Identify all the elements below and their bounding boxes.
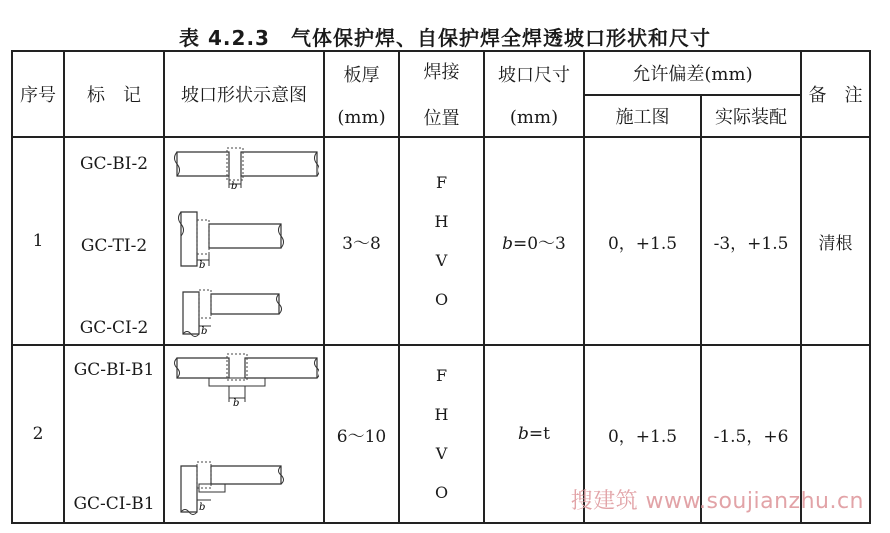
row-tol-construction: 0，+1.5 — [584, 345, 701, 523]
groove-value: =t — [528, 424, 550, 444]
sketch-b-label: b — [199, 260, 206, 270]
mark-label: GC-BI-2 — [79, 154, 149, 174]
row-marks — [64, 345, 164, 523]
t-joint-sketch — [169, 208, 319, 270]
sketch-b-label: b — [231, 181, 238, 190]
row-groove — [484, 137, 584, 345]
position-o: O — [434, 290, 449, 309]
corner-joint-backing-sketch — [169, 460, 319, 516]
position-f: F — [435, 366, 448, 385]
sketch-b-label: b — [199, 502, 206, 513]
header-thickness-label: 板厚 — [343, 64, 380, 86]
sketch-b-label: b — [201, 326, 208, 337]
groove-value: =0～3 — [513, 233, 566, 254]
header-mark: 标 记 — [64, 51, 164, 137]
butt-joint-backing-sketch — [169, 352, 319, 408]
groove-variable: b — [502, 233, 513, 254]
header-tol-actual: 实际装配 — [701, 95, 801, 137]
row-remark: 清根 — [801, 137, 870, 345]
mark-label: GC-BI-B1 — [73, 360, 155, 380]
header-tol-construction: 施工图 — [584, 95, 701, 137]
sketch-b-label: b — [233, 398, 240, 408]
row-tol-actual: -3，+1.5 — [701, 137, 801, 345]
position-h: H — [434, 405, 449, 424]
groove-variable: b — [518, 424, 529, 444]
row-seq: 1 — [12, 137, 64, 345]
groove-table — [11, 50, 871, 524]
header-groove-unit: (mm) — [509, 106, 559, 128]
mark-label: GC-CI-B1 — [73, 494, 155, 514]
mark-label: GC-CI-2 — [79, 318, 149, 338]
position-f: F — [435, 173, 448, 192]
header-thickness — [324, 51, 399, 137]
row-positions — [399, 345, 484, 523]
row-seq: 2 — [12, 345, 64, 523]
row-tol-actual: -1.5，+6 — [701, 345, 801, 523]
header-position-label: 焊接 — [423, 62, 460, 83]
butt-joint-sketch — [169, 144, 319, 190]
header-remark: 备 注 — [801, 51, 870, 137]
position-v: V — [435, 444, 448, 463]
header-diagram: 坡口形状示意图 — [164, 51, 324, 137]
mark-label: GC-TI-2 — [80, 236, 148, 256]
row-thickness: 6～10 — [324, 345, 399, 523]
header-position — [399, 51, 484, 137]
header-position-label2: 位置 — [423, 108, 460, 129]
row-thickness: 3～8 — [324, 137, 399, 345]
row-positions — [399, 137, 484, 345]
position-o: O — [434, 483, 449, 502]
header-groove-label: 坡口尺寸 — [498, 64, 570, 86]
table-row — [12, 137, 870, 345]
header-seq: 序号 — [12, 51, 64, 137]
row-marks — [64, 137, 164, 345]
row-sketches — [164, 345, 324, 523]
row-sketches — [164, 137, 324, 345]
table-title: 表 4.2.3 气体保护焊、自保护焊全焊透坡口形状和尺寸 — [179, 26, 711, 50]
row-groove — [484, 345, 584, 523]
corner-joint-sketch — [169, 288, 319, 338]
watermark: 搜建筑 www.soujianzhu.cn — [570, 489, 864, 514]
header-groove — [484, 51, 584, 137]
position-h: H — [434, 212, 449, 231]
header-thickness-unit: (mm) — [337, 106, 386, 128]
header-tolerance: 允许偏差(mm) — [584, 51, 801, 95]
position-v: V — [435, 251, 448, 270]
row-tol-construction: 0，+1.5 — [584, 137, 701, 345]
